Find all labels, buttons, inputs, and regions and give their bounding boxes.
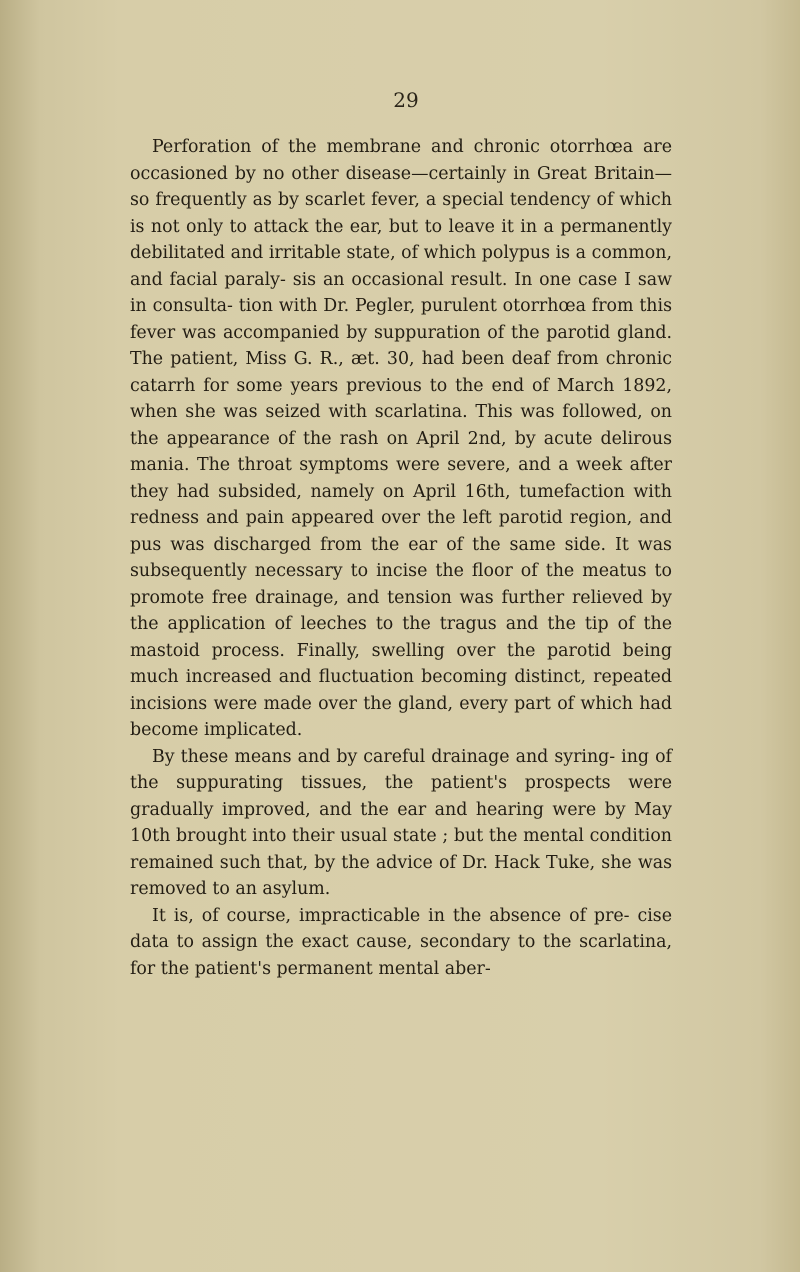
paragraph: It is, of course, impracticable in the absence of pre- cise data to assign the exact cause, secondary to the scarlatina, for the patient's permanent mental aber- [130, 905, 672, 979]
paragraph: Perforation of the membrane and chronic otorrhœa are occasioned by no other disease—certainly in Great Britain—so frequently as by scarlet fever, a special tendency of which is not only to attack the ear, but to leave it in a permanently debilitated and irritable state, of which polypus is a common, and facial paraly- sis an occasional result. In one case I saw in consulta- tion with Dr. Pegler, purulent otorrhœa from this fever was accompanied by suppuration of the parotid gland. The patient, Miss G. R., æt. 30, had been deaf from chronic catarrh for some years previous to the end of March 1892, when she was seized with scarlatina. This was followed, on the appearance of the rash on April 2nd, by acute delirous mania. The throat symptoms were severe, and a week after they had subsided, namely on April 16th, tumefaction with redness and pain appeared over the left parotid region, and pus was discharged from the ear of the same side. It was subsequently necessary to incise the floor of the meatus to promote free drainage, and tension was further relieved by the application of leeches to the tragus and the tip of the mastoid process. Finally, swelling over the parotid being much increased and fluctuation becoming distinct, repeated incisions were made over the gland, every part of which had become implicated. [130, 137, 672, 740]
page-number: 29 [393, 88, 419, 112]
paragraph: By these means and by careful drainage and syring- ing of the suppurating tissues, the patient's prospects were gradually improved, and the ear and hearing were by May 10th brought into their usual state ; but the mental condition remained such that, by the advice of Dr. Hack Tuke, she was removed to an asylum. [130, 746, 672, 899]
body-text [130, 134, 672, 982]
